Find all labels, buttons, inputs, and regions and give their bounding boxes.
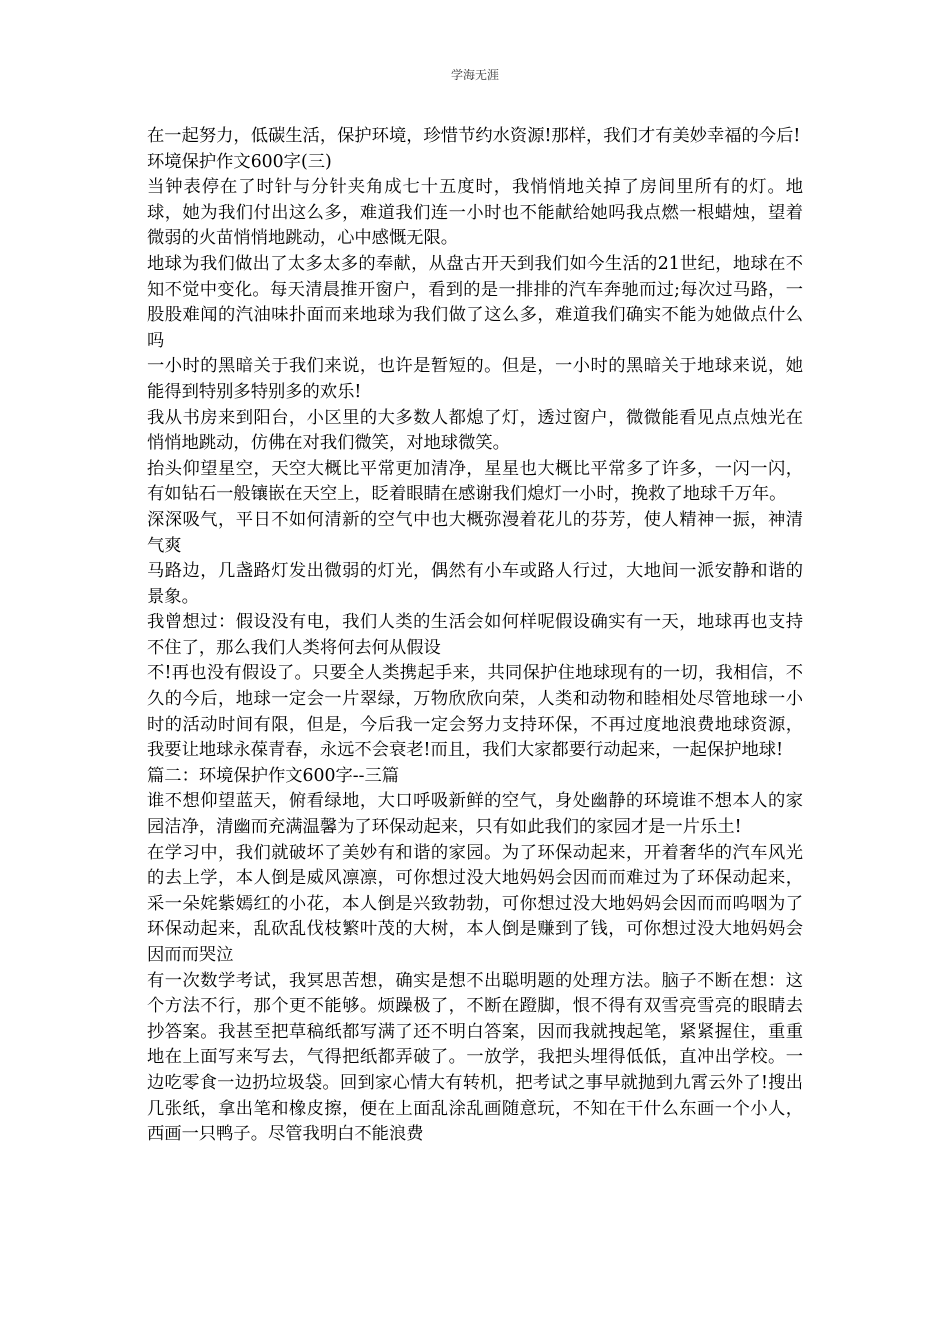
paragraph: 我从书房来到阳台，小区里的大多数人都熄了灯，透过窗户，微微能看见点点烛光在悄悄地跳动，仿佛在对我们微笑，对地球微笑。 xyxy=(147,407,803,454)
paragraph: 不!再也没有假设了。只要全人类携起手来，共同保护住地球现有的一切，我相信，不久的今后，地球一定会一片翠绿，万物欣欣向荣，人类和动物和睦相处尽管地球一小时的活动时间有限，但是，今后我一定会努力支持环保，不再过度地浪费地球资源，我要让地球永葆青春，永远不会衰老!而且，我们大家都要行动起来，一起保护地球! xyxy=(147,663,803,761)
page-header: 学海无涯 xyxy=(450,68,499,82)
paragraph: 我曾想过：假设没有电，我们人类的生活会如何样呢假设确实有一天，地球再也支持不住了，那么我们人类将何去何从假设 xyxy=(147,612,803,658)
paragraph: 抬头仰望星空，天空大概比平常更加清净，星星也大概比平常多了许多，一闪一闪，有如钻石一般镶嵌在天空上，眨着眼睛在感谢我们熄灯一小时，挽救了地球千万年。 xyxy=(147,458,803,505)
section-heading: 环境保护作文600字(三) xyxy=(147,151,332,172)
paragraph: 地球为我们做出了太多太多的奉献，从盘古开天到我们如今生活的21世纪，地球在不知不觉中变化。每天清晨推开窗户，看到的是一排排的汽车奔驰而过;每次过马路，一股股难闻的汽油味扑面而来地球为我们做了这么多，难道我们确实不能为她做点什么吗 xyxy=(147,253,803,351)
section-heading: 篇二：环境保护作文600字--三篇 xyxy=(147,765,400,786)
document-body xyxy=(147,124,803,1148)
paragraph: 深深吸气，平日不如何清新的空气中也大概弥漫着花儿的芬芳，使人精神一振，神清气爽 xyxy=(147,509,803,556)
paragraph: 一小时的黑暗关于我们来说，也许是暂短的。但是，一小时的黑暗关于地球来说，她能得到特别多特别多的欢乐! xyxy=(147,356,803,402)
paragraph: 马路边，几盏路灯发出微弱的灯光，偶然有小车或路人行过，大地间一派安静和谐的景象。 xyxy=(147,561,803,607)
paragraph: 谁不想仰望蓝天，俯看绿地，大口呼吸新鲜的空气，身处幽静的环境谁不想本人的家园洁净，清幽而充满温馨为了环保动起来，只有如此我们的家园才是一片乐土! xyxy=(147,791,803,838)
paragraph: 在一起努力，低碳生活，保护环境，珍惜节约水资源!那样，我们才有美妙幸福的今后! xyxy=(147,126,801,146)
paragraph: 当钟表停在了时针与分针夹角成七十五度时，我悄悄地关掉了房间里所有的灯。地球，她为我们付出这么多，难道我们连一小时也不能献给她吗我点燃一根蜡烛，望着微弱的火苗悄悄地跳动，心中感慨无限。 xyxy=(147,177,803,249)
paragraph: 有一次数学考试，我冥思苦想，确实是想不出聪明题的处理方法。脑子不断在想：这个方法不行，那个更不能够。烦躁极了，不断在蹬脚，恨不得有双雪亮雪亮的眼睛去抄答案。我甚至把草稿纸都写满了还不明白答案，因而我就拽起笔，紧紧握住，重重地在上面写来写去，气得把纸都弄破了。一放学，我把头埋得低低，直冲出学校。一边吃零食一边扔垃圾袋。回到家心情大有转机，把考试之事早就抛到九霄云外了!搜出几张纸，拿出笔和橡皮擦，便在上面乱涂乱画随意玩，不知在干什么东画一个小人，西画一只鸭子。尽管我明白不能浪费 xyxy=(147,970,803,1145)
paragraph: 在学习中，我们就破坏了美妙有和谐的家园。为了环保动起来，开着奢华的汽车风光的去上学，本人倒是威风凛凛，可你想过没大地妈妈会因而而难过为了环保动起来，采一朵姹紫嫣红的小花，本人倒是兴致勃勃，可你想过没大地妈妈会因而而呜咽为了环保动起来，乱砍乱伐枝繁叶茂的大树，本人倒是赚到了钱，可你想过没大地妈妈会因而而哭泣 xyxy=(147,842,803,965)
